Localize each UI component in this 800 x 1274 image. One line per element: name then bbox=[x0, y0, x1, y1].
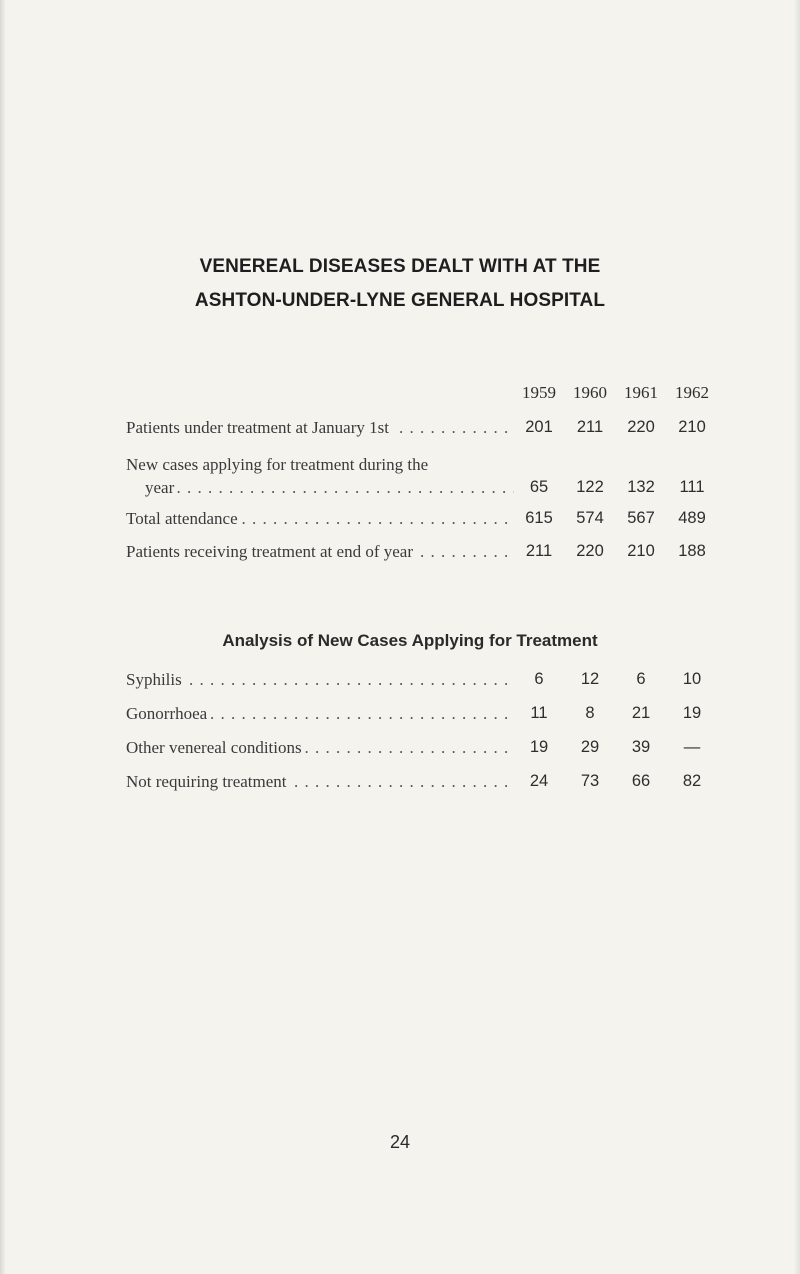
row-label: Total attendance . . . bbox=[126, 509, 514, 529]
table-cell: 65 bbox=[529, 478, 549, 496]
year-header: 1961 bbox=[624, 383, 658, 402]
row-label: Patients under treatment at January 1st . . . bbox=[126, 418, 514, 438]
table-cell: 220 bbox=[627, 418, 655, 436]
table-cell: 29 bbox=[580, 738, 600, 756]
table-cell: 122 bbox=[576, 478, 604, 496]
row-label-line-2: year . . . bbox=[145, 478, 514, 498]
table-cell: 574 bbox=[576, 509, 604, 527]
table-cell: 21 bbox=[631, 704, 651, 722]
table-cell: 211 bbox=[525, 542, 553, 560]
table-cell: 11 bbox=[530, 704, 548, 722]
table-row bbox=[0, 738, 800, 766]
table-cell: 19 bbox=[529, 738, 549, 756]
page-title-line-2: ASHTON-UNDER-LYNE GENERAL HOSPITAL bbox=[194, 290, 606, 311]
table-cell: 211 bbox=[576, 418, 604, 436]
table-cell: 132 bbox=[627, 478, 655, 496]
section-heading: Analysis of New Cases Applying for Treatment bbox=[222, 631, 598, 650]
year-header: 1959 bbox=[522, 383, 556, 402]
table-cell: 615 bbox=[525, 509, 553, 527]
table-cell: 201 bbox=[525, 418, 553, 436]
table-cell: 220 bbox=[576, 542, 604, 560]
table-cell: 489 bbox=[678, 509, 706, 527]
row-label-line-1: New cases applying for treatment during the bbox=[126, 455, 429, 474]
table-row bbox=[0, 509, 800, 537]
table-cell: 10 bbox=[682, 670, 702, 688]
year-header: 1962 bbox=[675, 383, 709, 402]
table-row bbox=[0, 772, 800, 800]
table-cell: 210 bbox=[627, 542, 655, 560]
row-label: Syphilis . . . bbox=[126, 670, 514, 690]
table-row bbox=[0, 542, 800, 570]
table-cell: 8 bbox=[585, 704, 595, 722]
page-title-line-1: VENEREAL DISEASES DEALT WITH AT THE bbox=[199, 256, 601, 277]
table-cell: 73 bbox=[580, 772, 600, 790]
table-cell: 66 bbox=[631, 772, 651, 790]
row-label: Not requiring treatment . . . bbox=[126, 772, 514, 792]
page-number: 24 bbox=[389, 1132, 411, 1152]
table-cell: — bbox=[683, 738, 701, 756]
table-cell: 111 bbox=[679, 478, 705, 496]
year-header: 1960 bbox=[573, 383, 607, 402]
table-cell: 39 bbox=[631, 738, 651, 756]
table-cell: 12 bbox=[580, 670, 600, 688]
table-cell: 24 bbox=[529, 772, 549, 790]
table-cell: 188 bbox=[678, 542, 706, 560]
table-row bbox=[0, 670, 800, 698]
table-cell: 6 bbox=[534, 670, 544, 688]
table-cell: 6 bbox=[636, 670, 646, 688]
table-cell: 210 bbox=[678, 418, 706, 436]
table-row bbox=[0, 704, 800, 732]
row-label: Other venereal conditions . . . bbox=[126, 738, 514, 758]
table-cell: 82 bbox=[682, 772, 702, 790]
table-cell: 19 bbox=[682, 704, 702, 722]
table-cell: 567 bbox=[627, 509, 655, 527]
row-label: Patients receiving treatment at end of year . . . bbox=[126, 542, 514, 562]
table-header-row bbox=[0, 383, 800, 411]
table-row bbox=[0, 455, 800, 515]
row-label: Gonorrhoea . . . bbox=[126, 704, 514, 724]
table-row bbox=[0, 418, 800, 446]
